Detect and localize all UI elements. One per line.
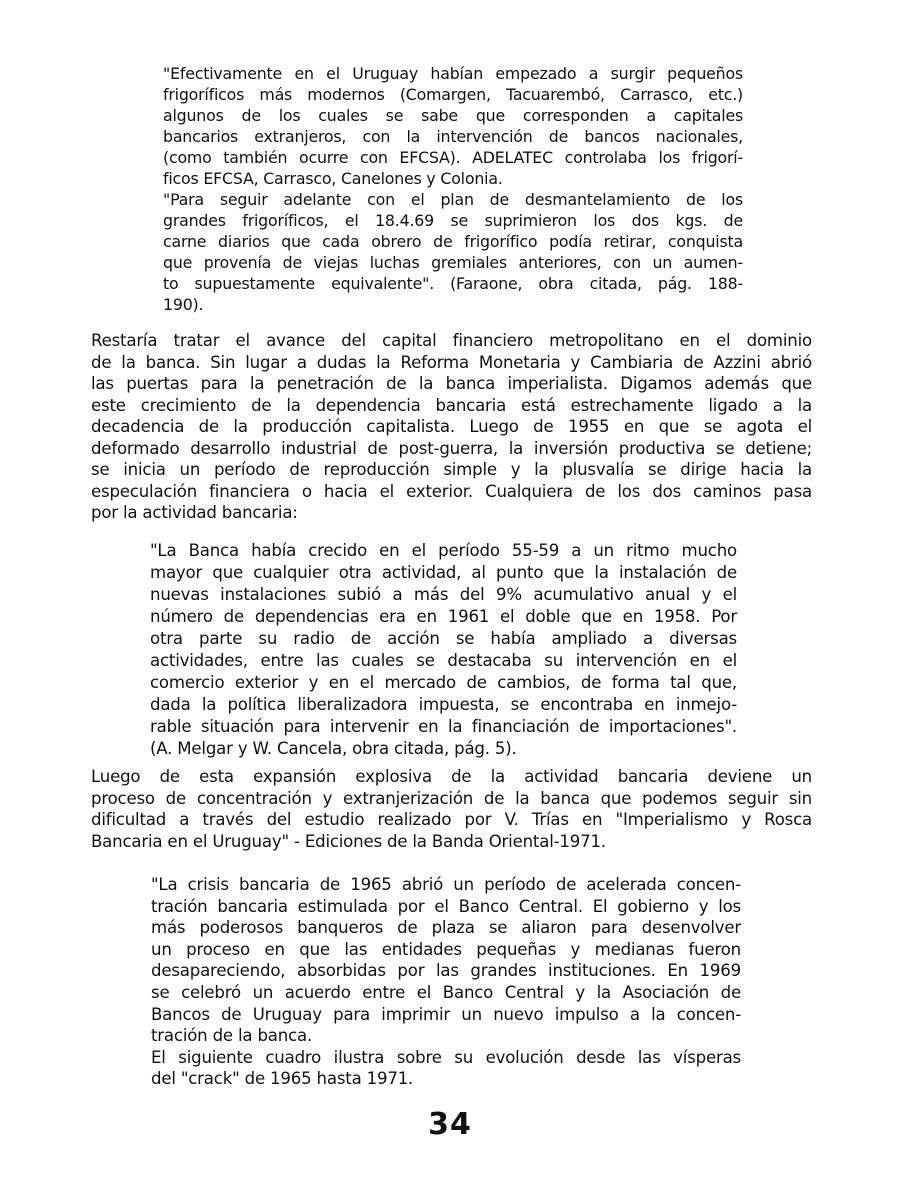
- text-line: más poderosos banqueros de plaza se aliaron para desenvolver: [151, 918, 741, 938]
- text-line: del "crack" de 1965 hasta 1971.: [151, 1069, 414, 1089]
- text-line: Luego de esta expansión explosiva de la actividad bancaria deviene un: [91, 767, 812, 786]
- text-line: actividades, entre las cuales se destacaba su intervención en el: [150, 651, 737, 670]
- text-line: tración bancaria estimulada por el Banco Central. El gobierno y los: [151, 896, 741, 916]
- text-line: que provenía de viejas luchas gremiales anteriores, con un aumen-: [163, 253, 743, 272]
- text-line: Bancaria en el Uruguay" - Ediciones de la Banda Oriental-1971.: [91, 831, 606, 851]
- text-line: to supuestamente equivalente". (Faraone, obra citada, pág. 188-: [163, 274, 743, 293]
- text-line: nuevas instalaciones subió a más del 9% acumulativo anual y el: [150, 585, 737, 604]
- text-line: dada la política liberalizadora impuesta, se encontraba en inmejo-: [150, 695, 737, 714]
- text-line: (como también ocurre con EFCSA). ADELATEC controlaba los frigorí-: [163, 148, 743, 167]
- text-line: número de dependencias era en 1961 el doble que en 1958. Por: [150, 607, 737, 626]
- quote-banca-crecimiento: [150, 540, 737, 760]
- text-line: "Efectivamente en el Uruguay habían empezado a surgir pequeños: [163, 64, 743, 83]
- text-line: decadencia de la producción capitalista. Luego de 1955 en que se agota el: [91, 417, 812, 436]
- text-line: se inicia un período de reproducción simple y la plusvalía se dirige hacia la: [91, 460, 812, 479]
- text-line: (A. Melgar y W. Cancela, obra citada, pág. 5).: [150, 739, 517, 758]
- text-line: grandes frigoríficos, el 18.4.69 se suprimieron los dos kgs. de: [163, 211, 743, 230]
- text-line: El siguiente cuadro ilustra sobre su evolución desde las vísperas: [151, 1047, 741, 1067]
- text-line: las puertas para la penetración de la banca imperialista. Digamos además que: [91, 374, 812, 393]
- text-line: especulación financiera o hacia el exterior. Cualquiera de los dos caminos pasa: [91, 481, 812, 501]
- page-number: 34: [428, 1107, 472, 1142]
- text-line: un proceso en que las entidades pequeñas y medianas fueron: [151, 939, 741, 959]
- text-line: Restaría tratar el avance del capital financiero metropolitano en el dominio: [91, 331, 812, 350]
- quote-crisis-bancaria: [151, 874, 741, 1090]
- text-line: "Para seguir adelante con el plan de desmantelamiento de los: [163, 190, 743, 209]
- text-line: se celebró un acuerdo entre el Banco Central y la Asociación de: [151, 982, 741, 1002]
- text-line: carne diarios que cada obrero de frigorífico podía retirar, conquista: [163, 232, 743, 251]
- text-line: algunos de los cuales se sabe que corresponden a capitales: [163, 106, 743, 125]
- text-line: 190).: [163, 295, 204, 314]
- text-line: comercio exterior y en el mercado de cambios, de forma tal que,: [150, 673, 737, 692]
- text-line: rable situación para intervenir en la financiación de importaciones".: [150, 717, 737, 736]
- text-line: otra parte su radio de acción se había ampliado a diversas: [150, 629, 737, 648]
- text-line: deformado desarrollo industrial de post-guerra, la inversión productiva se detiene;: [91, 438, 812, 458]
- text-line: de la banca. Sin lugar a dudas la Reforma Monetaria y Cambiaria de Azzini abrió: [91, 352, 812, 372]
- text-line: bancarios extranjeros, con la intervención de bancos nacionales,: [163, 127, 743, 146]
- text-line: dificultad a través del estudio realizado por V. Trías en "Imperialismo y Rosca: [91, 810, 812, 829]
- text-line: "La crisis bancaria de 1965 abrió un período de acelerada concen-: [151, 875, 741, 894]
- text-line: frigoríficos más modernos (Comargen, Tacuarembó, Carrasco, etc.): [163, 85, 743, 104]
- quote-frigorificos: [163, 63, 743, 315]
- text-line: ficos EFCSA, Carrasco, Canelones y Colonia.: [163, 169, 503, 188]
- text-line: mayor que cualquier otra actividad, al punto que la instalación de: [150, 563, 737, 582]
- text-line: desapareciendo, absorbidas por las grandes instituciones. En 1969: [151, 961, 741, 981]
- text-line: este crecimiento de la dependencia bancaria está estrechamente ligado a la: [91, 395, 812, 415]
- text-line: tración de la banca.: [151, 1026, 313, 1046]
- text-line: proceso de concentración y extranjerización de la banca que podemos seguir sin: [91, 788, 812, 808]
- paragraph-capital-financiero: [91, 330, 812, 524]
- paragraph-concentracion: [91, 766, 812, 852]
- text-line: "La Banca había crecido en el período 55-59 a un ritmo mucho: [150, 541, 737, 560]
- text-line: Bancos de Uruguay para imprimir un nuevo impulso a la concen-: [151, 1004, 741, 1024]
- text-line: por la actividad bancaria:: [91, 503, 298, 522]
